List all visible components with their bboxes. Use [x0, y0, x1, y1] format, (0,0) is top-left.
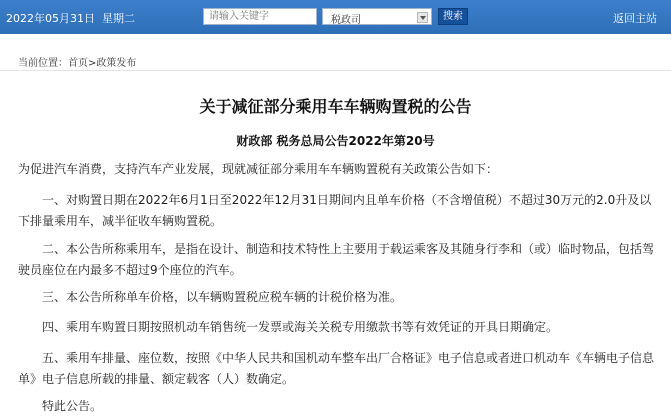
breadcrumb-home-link[interactable]: 首页 [68, 58, 88, 69]
article-paragraph-3: 三、本公告所称单车价格，以车辆购置税应税车辆的计税价格为准。 [42, 290, 403, 304]
search-input[interactable] [203, 8, 317, 25]
article-subtitle: 财政部 税务总局公告2022年第20号 [236, 134, 435, 148]
article-intro: 为促进汽车消费，支持汽车产业发展，现就减征部分乘用车车辆购置税有关政策公告如下： [18, 162, 499, 176]
breadcrumb [0, 50, 671, 71]
department-select-value: 税政司 [331, 15, 361, 26]
article-closing: 特此公告。 [42, 399, 103, 413]
breadcrumb-label: 当前位置： [18, 58, 68, 69]
article-title: 关于减征部分乘用车车辆购置税的公告 [199, 97, 472, 116]
top-header-bar [0, 0, 671, 34]
chevron-down-icon[interactable] [417, 12, 428, 23]
weekday-label: 星期二 [102, 12, 135, 25]
article-paragraph-2: 二、本公告所称乘用车，是指在设计、制造和技术特性上主要用于载运乘客及其随身行李和（或）临时物品，包括驾驶员座位在内最多不超过9个座位的汽车。 [18, 242, 655, 277]
breadcrumb-separator: > [88, 58, 97, 69]
department-select[interactable] [322, 8, 432, 25]
search-button[interactable]: 搜索 [438, 8, 468, 25]
article-paragraph-5: 五、乘用车排量、座位数，按照《中华人民共和国机动车整车出厂合格证》电子信息或者进口机动车《车辆电子信息单》电子信息所载的排量、额定载客（人）数确定。 [18, 351, 655, 386]
return-home-link[interactable]: 返回主站 [613, 12, 657, 25]
article-paragraph-4: 四、乘用车购置日期按照机动车销售统一发票或海关关税专用缴款书等有效凭证的开具日期确定。 [42, 320, 559, 334]
article-paragraph-1: 一、对购置日期在2022年6月1日至2022年12月31日期间内且单车价格（不含增值税）不超过30万元的2.0升及以下排量乘用车，减半征收车辆购置税。 [18, 193, 652, 228]
breadcrumb-current-link[interactable]: 政策发布 [96, 58, 137, 69]
current-date: 2022年05月31日 星期二 [6, 12, 135, 25]
